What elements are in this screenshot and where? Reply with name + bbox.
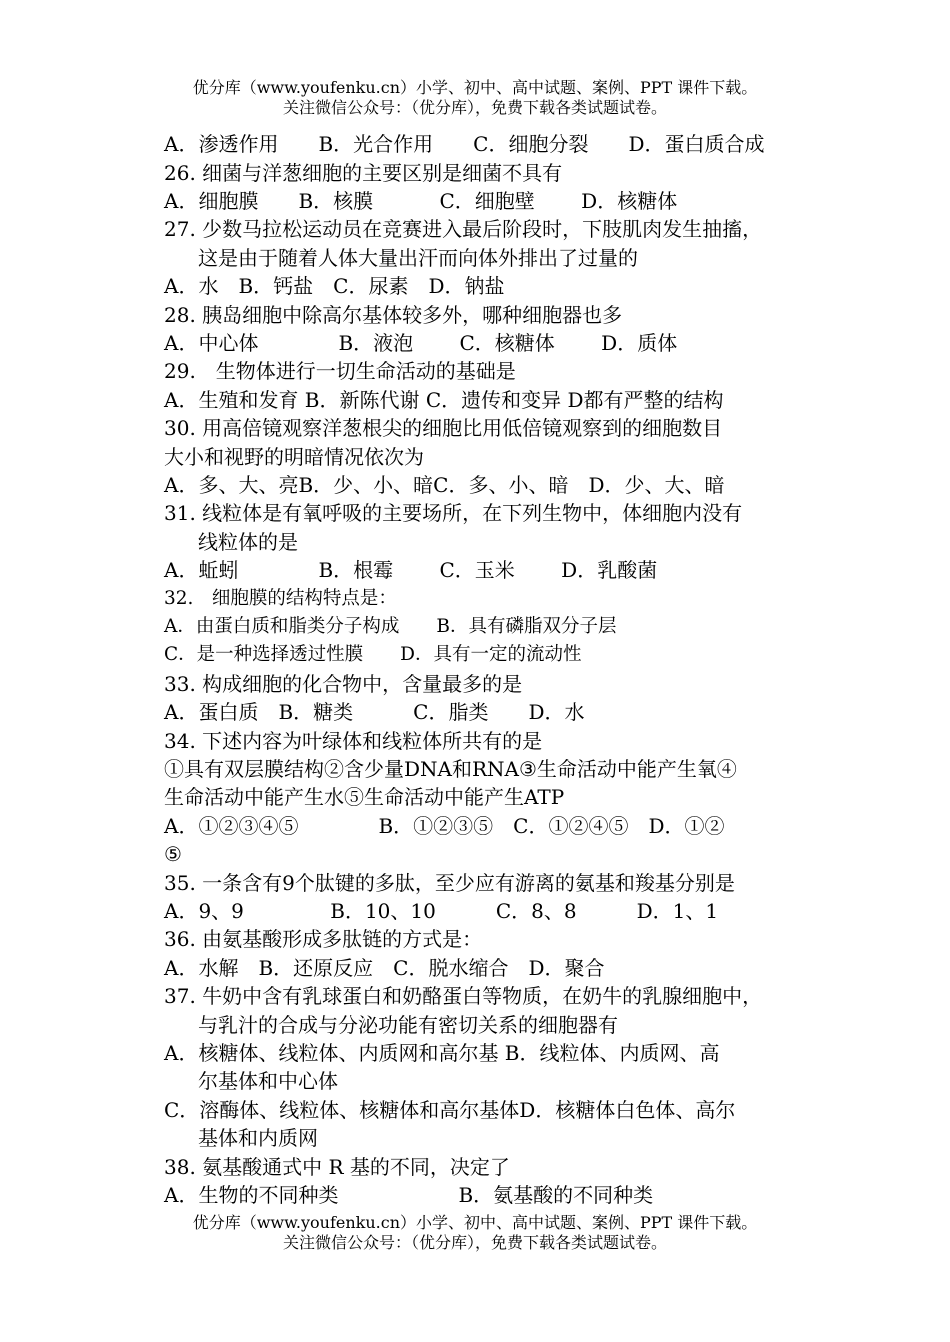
header-line-2: 关注微信公众号：（优分库），免费下载各类试题试卷。 (282, 98, 667, 117)
q34-options-cont: ⑤ (164, 842, 182, 866)
q27-stem: 27. 少数马拉松运动员在竞赛进入最后阶段时，下肢肌肉发生抽搐， (164, 217, 763, 241)
q34-items: ①具有双层膜结构②含少量DNA和RNA③生命活动中能产生氧④ (164, 757, 737, 781)
q25-options: A．渗透作用 B．光合作用 C．细胞分裂 D．蛋白质合成 (164, 132, 765, 156)
q35-options: A．9、9 B．10、10 C．8、8 D．1、1 (164, 899, 719, 923)
q34-options: A．①②③④⑤ B．①②③⑤ C．①②④⑤ D．①② (164, 814, 725, 838)
q37-option-cd-cont: 基体和内质网 (198, 1126, 318, 1150)
q30-stem: 30. 用高倍镜观察洋葱根尖的细胞比用低倍镜观察到的细胞数目 (164, 416, 723, 440)
q27-options: A．水 B．钙盐 C．尿素 D．钠盐 (164, 274, 505, 298)
q33-stem: 33. 构成细胞的化合物中，含量最多的是 (164, 672, 523, 696)
q37-stem-cont: 与乳汁的合成与分泌功能有密切关系的细胞器有 (198, 1013, 618, 1037)
q29-options: A．生殖和发育 B．新陈代谢 C．遗传和变异 D都有严整的结构 (164, 388, 724, 412)
q26-stem: 26. 细菌与洋葱细胞的主要区别是细菌不具有 (164, 161, 563, 185)
q30-options: A．多、大、亮B．少、小、暗C．多、小、暗 D．少、大、暗 (164, 473, 725, 497)
q31-stem: 31. 线粒体是有氧呼吸的主要场所，在下列生物中，体细胞内没有 (164, 501, 743, 525)
q35-stem: 35. 一条含有9个肽键的多肽，至少应有游离的氨基和羧基分别是 (164, 871, 735, 895)
q33-options: A．蛋白质 B．糖类 C．脂类 D．水 (164, 700, 585, 724)
q37-option-ab-cont: 尔基体和中心体 (198, 1069, 338, 1093)
q32-options-cd: C．是一种选择透过性膜 D．具有一定的流动性 (164, 644, 582, 665)
q37-option-ab: A．核糖体、线粒体、内质网和高尔基 B．线粒体、内质网、高 (164, 1041, 720, 1065)
q37-stem: 37. 牛奶中含有乳球蛋白和奶酪蛋白等物质，在奶牛的乳腺细胞中， (164, 984, 763, 1008)
q30-stem-cont: 大小和视野的明暗情况依次为 (164, 445, 424, 469)
q29-stem: 29. 生物体进行一切生命活动的基础是 (164, 359, 516, 383)
q36-stem: 36. 由氨基酸形成多肽链的方式是： (164, 927, 483, 951)
q31-options: A．蚯蚓 B．根霉 C．玉米 D．乳酸菌 (164, 558, 658, 582)
q28-options: A．中心体 B．液泡 C．核糖体 D．质体 (164, 331, 678, 355)
q34-items-cont: 生命活动中能产生水⑤生命活动中能产生ATP (164, 785, 565, 809)
q36-options: A．水解 B．还原反应 C．脱水缩合 D．聚合 (164, 956, 605, 980)
q32-stem: 32. 细胞膜的结构特点是： (164, 588, 397, 609)
q31-stem-cont: 线粒体的是 (198, 530, 298, 554)
header-line-1: 优分库（www.youfenku.cn）小学、初中、高中试题、案例、PPT 课件下载。 (192, 78, 758, 97)
q37-option-cd: C．溶酶体、线粒体、核糖体和高尔基体D．核糖体白色体、高尔 (164, 1098, 736, 1122)
q28-stem: 28. 胰岛细胞中除高尔基体较多外，哪种细胞器也多 (164, 303, 623, 327)
footer-line-1: 优分库（www.youfenku.cn）小学、初中、高中试题、案例、PPT 课件下载。 (192, 1213, 758, 1232)
q38-stem: 38. 氨基酸通式中 R 基的不同，决定了 (164, 1155, 510, 1179)
q38-options: A．生物的不同种类 B．氨基酸的不同种类 (164, 1183, 654, 1207)
q34-stem: 34. 下述内容为叶绿体和线粒体所共有的是 (164, 729, 543, 753)
q32-options-ab: A．由蛋白质和脂类分子构成 B．具有磷脂双分子层 (164, 616, 617, 637)
q27-stem-cont: 这是由于随着人体大量出汗而向体外排出了过量的 (198, 246, 638, 270)
q26-options: A．细胞膜 B．核膜 C．细胞壁 D．核糖体 (164, 189, 678, 213)
footer-line-2: 关注微信公众号：（优分库），免费下载各类试题试卷。 (282, 1233, 667, 1252)
